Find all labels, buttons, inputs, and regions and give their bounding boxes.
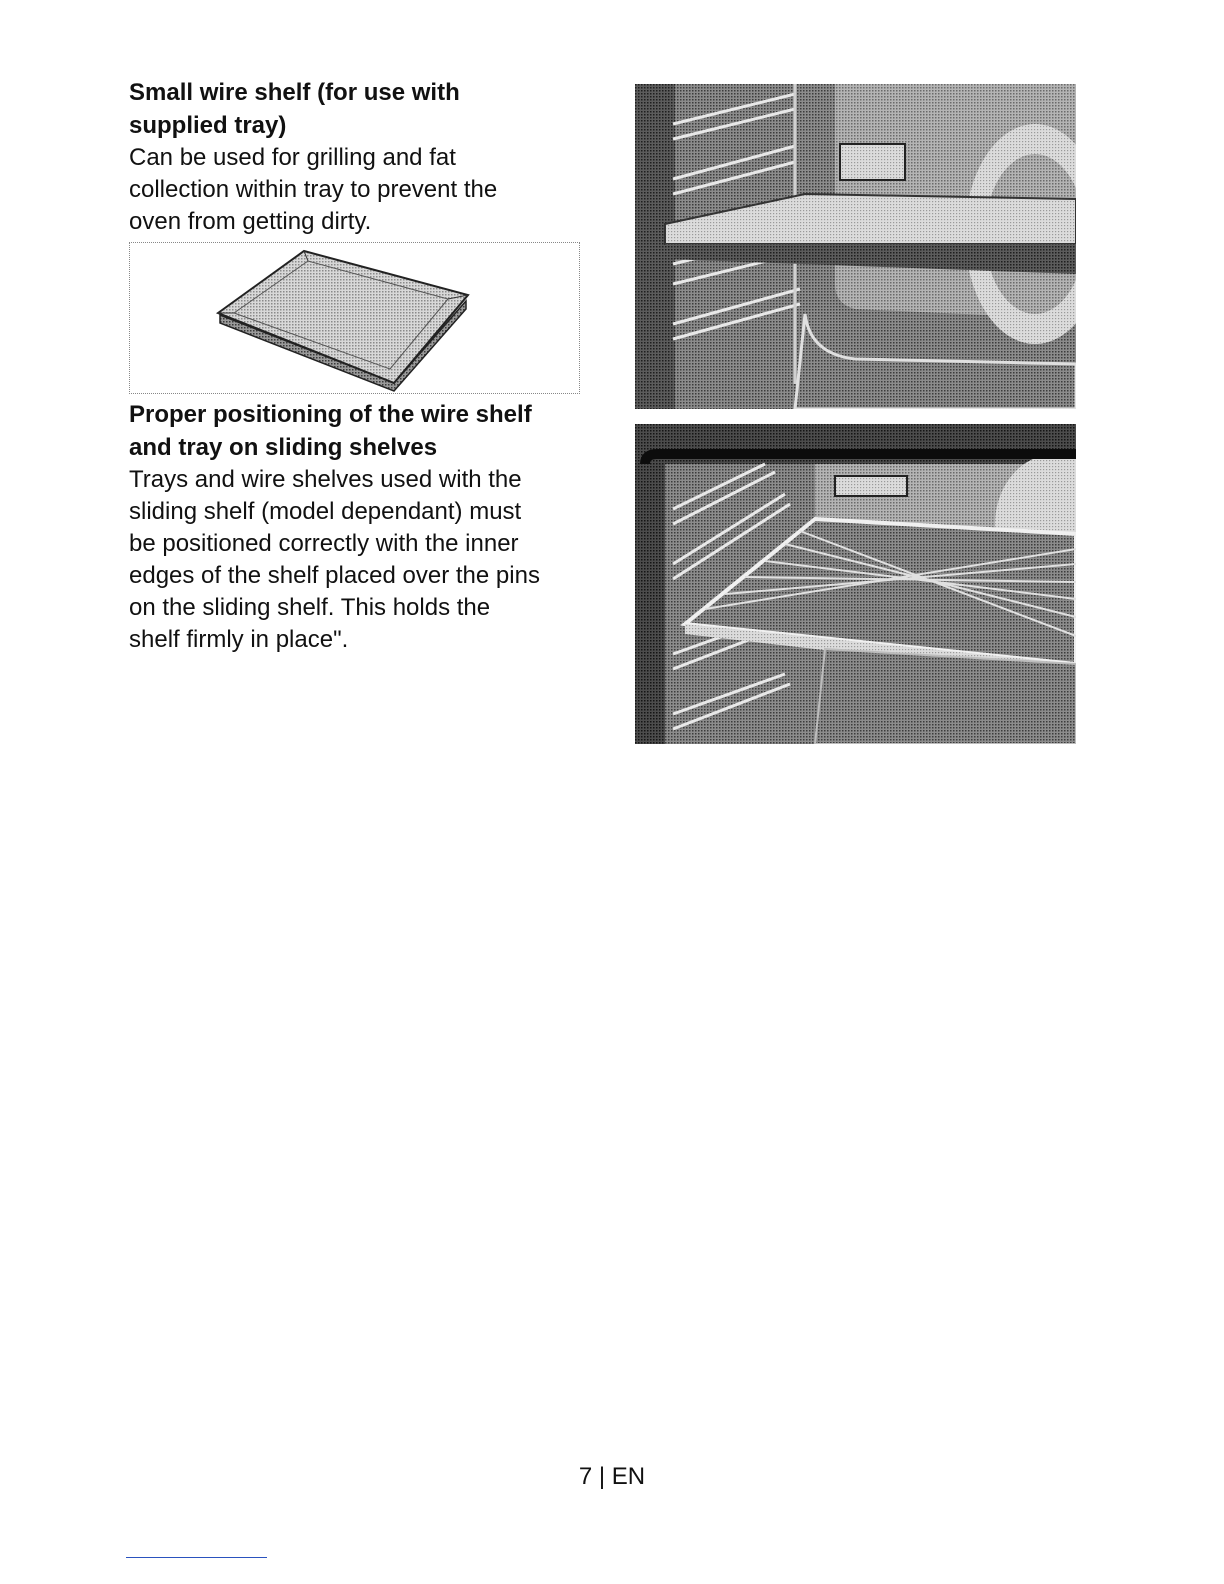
heading-line: and tray on sliding shelves — [129, 434, 438, 461]
small-wire-shelf-description — [129, 142, 594, 238]
heading-line: supplied tray) — [129, 112, 287, 139]
proper-positioning-heading — [129, 398, 594, 464]
page-number: 7 | EN — [578, 1463, 646, 1490]
text-line: oven from getting dirty. — [129, 208, 372, 235]
text-line: be positioned correctly with the inner — [129, 530, 519, 557]
heading-line: Proper positioning of the wire shelf — [129, 401, 532, 428]
footer-rule — [126, 1557, 267, 1558]
oven-tray-drawing — [635, 84, 1076, 409]
proper-positioning-description — [129, 464, 594, 656]
tray-illustration — [129, 242, 580, 394]
heading-line: Small wire shelf (for use with — [129, 79, 460, 106]
small-wire-shelf-heading — [129, 76, 594, 142]
oven-wire-shelf-drawing — [635, 424, 1076, 744]
text-line: Can be used for grilling and fat — [129, 144, 456, 171]
oven-tray-photo — [635, 84, 1076, 409]
text-line: shelf firmly in place". — [129, 626, 349, 653]
text-line: Trays and wire shelves used with the — [129, 466, 522, 493]
text-line: collection within tray to prevent the — [129, 176, 498, 203]
text-line: sliding shelf (model dependant) must — [129, 498, 522, 525]
text-line: on the sliding shelf. This holds the — [129, 594, 491, 621]
oven-wire-shelf-photo — [635, 424, 1076, 744]
tray-drawing — [130, 243, 579, 393]
text-line: edges of the shelf placed over the pins — [129, 562, 540, 589]
left-column — [129, 76, 594, 656]
